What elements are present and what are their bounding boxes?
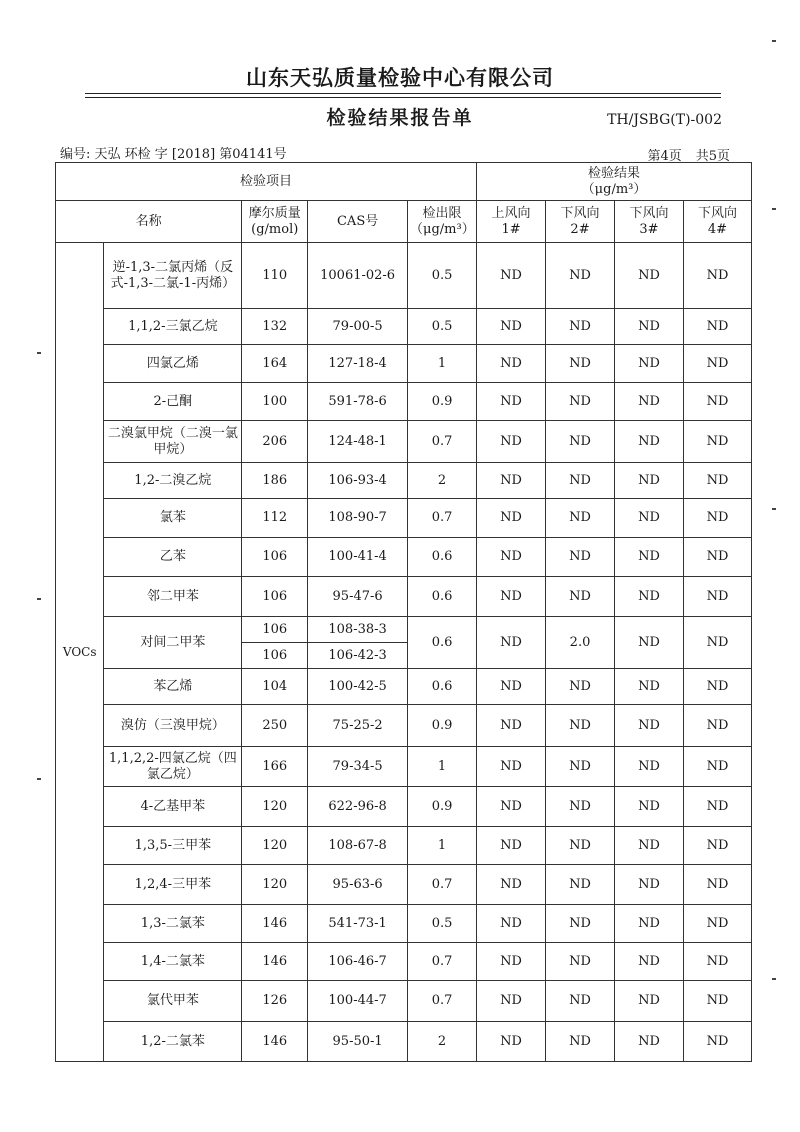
detection-limit: 0.7: [408, 943, 477, 981]
result-site-3: ND: [615, 1022, 684, 1062]
site-direction: 下风向: [629, 205, 669, 221]
compound-name: 1,3-二氯苯: [104, 905, 242, 943]
result-site-4: ND: [683, 617, 751, 669]
header-row-2: [56, 201, 752, 243]
result-site-2: ND: [546, 383, 615, 421]
molar-mass: 146: [242, 905, 308, 943]
cas-number: 79-34-5: [308, 747, 408, 787]
result-site-2: ND: [546, 669, 615, 705]
header-result-unit: （μg/m³）: [581, 181, 647, 197]
result-site-4: ND: [683, 787, 751, 827]
molar-mass: 112: [242, 499, 308, 538]
site-number: 2#: [570, 221, 590, 237]
compound-name: 逆-1,3-二氯丙烯（反式-1,3-二氯-1-丙烯）: [104, 243, 242, 309]
compound-name: 乙苯: [104, 538, 242, 577]
molar-mass: 106: [242, 617, 308, 643]
table-row: [56, 827, 752, 865]
table-row: [56, 669, 752, 705]
result-site-3: ND: [615, 617, 684, 669]
cas-number: 95-63-6: [308, 865, 408, 905]
cas-number: 622-96-8: [308, 787, 408, 827]
detection-limit: 1: [408, 747, 477, 787]
result-site-4: ND: [683, 865, 751, 905]
compound-name: 苯乙烯: [104, 669, 242, 705]
header-molar-mass-label: 摩尔质量: [248, 205, 301, 221]
cas-number: 106-93-4: [308, 463, 408, 499]
result-site-2: ND: [546, 309, 615, 345]
table-row: [56, 383, 752, 421]
scan-mark: [772, 508, 776, 510]
result-site-3: ND: [615, 905, 684, 943]
header-molar-mass: [242, 201, 308, 243]
header-site-4: [683, 201, 751, 243]
header-detection-limit: [408, 201, 477, 243]
result-site-3: ND: [615, 747, 684, 787]
result-site-1: ND: [477, 943, 546, 981]
compound-name: 1,4-二氯苯: [104, 943, 242, 981]
header-molar-mass-unit: (g/mol): [251, 221, 299, 237]
site-direction: 上风向: [491, 205, 531, 221]
table-row: [56, 617, 752, 643]
result-site-2: ND: [546, 827, 615, 865]
page-total: 共5页: [695, 149, 730, 164]
scan-mark: [37, 778, 41, 780]
header-row-1: [56, 163, 752, 201]
result-site-4: ND: [683, 827, 751, 865]
scan-mark: [772, 978, 776, 980]
result-site-3: ND: [615, 943, 684, 981]
result-site-1: ND: [477, 827, 546, 865]
result-site-2: ND: [546, 747, 615, 787]
compound-name: 1,2-二氯苯: [104, 1022, 242, 1062]
cas-number: 95-50-1: [308, 1022, 408, 1062]
result-site-1: ND: [477, 243, 546, 309]
result-site-1: ND: [477, 905, 546, 943]
result-site-4: ND: [683, 905, 751, 943]
results-body: [56, 243, 752, 1062]
detection-limit: 2: [408, 1022, 477, 1062]
table-row: [56, 577, 752, 617]
result-site-3: ND: [615, 421, 684, 463]
molar-mass: 146: [242, 943, 308, 981]
result-site-1: ND: [477, 309, 546, 345]
result-site-3: ND: [615, 243, 684, 309]
result-site-1: ND: [477, 617, 546, 669]
table-row: [56, 865, 752, 905]
table-row: [56, 345, 752, 383]
table-row: [56, 905, 752, 943]
detection-limit: 0.6: [408, 538, 477, 577]
molar-mass: 106: [242, 643, 308, 669]
compound-name: 4-乙基甲苯: [104, 787, 242, 827]
detection-limit: 1: [408, 827, 477, 865]
result-site-1: ND: [477, 463, 546, 499]
result-site-3: ND: [615, 577, 684, 617]
result-site-4: ND: [683, 705, 751, 747]
result-site-1: ND: [477, 747, 546, 787]
compound-name: 1,1,2,2-四氯乙烷（四氯乙烷）: [104, 747, 242, 787]
molar-mass: 250: [242, 705, 308, 747]
molar-mass: 146: [242, 1022, 308, 1062]
table-row: [56, 463, 752, 499]
cas-number: 100-41-4: [308, 538, 408, 577]
result-site-4: ND: [683, 421, 751, 463]
cas-number: 541-73-1: [308, 905, 408, 943]
cas-number: 127-18-4: [308, 345, 408, 383]
cas-number: 75-25-2: [308, 705, 408, 747]
result-site-3: ND: [615, 499, 684, 538]
molar-mass: 126: [242, 981, 308, 1022]
molar-mass: 106: [242, 577, 308, 617]
page-number: 第4页: [647, 149, 682, 164]
result-site-2: ND: [546, 981, 615, 1022]
compound-name: 1,1,2-三氯乙烷: [104, 309, 242, 345]
site-number: 1#: [501, 221, 521, 237]
result-site-4: ND: [683, 463, 751, 499]
compound-name: 2-己酮: [104, 383, 242, 421]
result-site-3: ND: [615, 309, 684, 345]
detection-limit: 2: [408, 463, 477, 499]
detection-limit: 0.9: [408, 383, 477, 421]
header-cas: CAS号: [308, 201, 408, 243]
cas-number: 591-78-6: [308, 383, 408, 421]
result-site-3: ND: [615, 383, 684, 421]
compound-name: 对间二甲苯: [104, 617, 242, 669]
document-title: 检验结果报告单: [326, 107, 474, 129]
detection-limit: 0.9: [408, 705, 477, 747]
compound-name: 邻二甲苯: [104, 577, 242, 617]
result-site-3: ND: [615, 827, 684, 865]
cas-number: 108-90-7: [308, 499, 408, 538]
cas-number: 10061-02-6: [308, 243, 408, 309]
scan-mark: [37, 598, 41, 600]
result-site-3: ND: [615, 538, 684, 577]
result-site-3: ND: [615, 865, 684, 905]
result-site-2: ND: [546, 865, 615, 905]
table-row: [56, 705, 752, 747]
header-name: 名称: [56, 201, 242, 243]
result-site-1: ND: [477, 345, 546, 383]
molar-mass: 104: [242, 669, 308, 705]
table-row: [56, 499, 752, 538]
detection-limit: 0.7: [408, 865, 477, 905]
detection-limit: 0.7: [408, 981, 477, 1022]
result-site-2: ND: [546, 421, 615, 463]
detection-limit: 0.5: [408, 309, 477, 345]
cas-number: 79-00-5: [308, 309, 408, 345]
table-row: [56, 309, 752, 345]
header-site-3: [615, 201, 684, 243]
detection-limit: 0.5: [408, 905, 477, 943]
result-site-2: ND: [546, 905, 615, 943]
result-site-2: ND: [546, 345, 615, 383]
cas-number: 124-48-1: [308, 421, 408, 463]
result-site-4: ND: [683, 747, 751, 787]
compound-name: 溴仿（三溴甲烷）: [104, 705, 242, 747]
molar-mass: 186: [242, 463, 308, 499]
molar-mass: 132: [242, 309, 308, 345]
result-site-2: ND: [546, 243, 615, 309]
header-inspection-result: [477, 163, 752, 201]
compound-name: 四氯乙烯: [104, 345, 242, 383]
result-site-1: ND: [477, 787, 546, 827]
result-site-2: ND: [546, 1022, 615, 1062]
cas-number: 100-44-7: [308, 981, 408, 1022]
molar-mass: 110: [242, 243, 308, 309]
result-site-2: ND: [546, 577, 615, 617]
molar-mass: 106: [242, 538, 308, 577]
detection-limit: 0.7: [408, 421, 477, 463]
compound-name: 1,2,4-三甲苯: [104, 865, 242, 905]
header-result-label: 检验结果: [588, 165, 641, 181]
result-site-4: ND: [683, 943, 751, 981]
scan-mark: [37, 352, 41, 354]
scan-mark: [772, 40, 776, 42]
compound-name: 1,3,5-三甲苯: [104, 827, 242, 865]
site-number: 3#: [639, 221, 659, 237]
detection-limit: 1: [408, 345, 477, 383]
detection-limit: 0.6: [408, 617, 477, 669]
molar-mass: 120: [242, 787, 308, 827]
table-row: [56, 421, 752, 463]
detection-limit: 0.5: [408, 243, 477, 309]
report-number: 编号: 天弘 环检 字 [2018] 第04141号: [60, 147, 287, 162]
header-rule-thin: [85, 97, 721, 98]
result-site-2: ND: [546, 463, 615, 499]
table-row: [56, 981, 752, 1022]
compound-name: 二溴氯甲烷（二溴一氯甲烷）: [104, 421, 242, 463]
detection-limit: 0.6: [408, 669, 477, 705]
header-detection-limit-unit: （μg/m³）: [410, 221, 475, 237]
detection-limit: 0.7: [408, 499, 477, 538]
scan-mark: [772, 208, 776, 210]
result-site-4: ND: [683, 309, 751, 345]
cas-number: 106-42-3: [308, 643, 408, 669]
cas-number: 108-38-3: [308, 617, 408, 643]
header-rule: [85, 93, 721, 94]
molar-mass: 120: [242, 865, 308, 905]
compound-name: 1,2-二溴乙烷: [104, 463, 242, 499]
result-site-2: ND: [546, 943, 615, 981]
result-site-3: ND: [615, 705, 684, 747]
detection-limit: 0.9: [408, 787, 477, 827]
group-label-vocs: VOCs: [56, 243, 104, 1062]
table-row: [56, 787, 752, 827]
molar-mass: 166: [242, 747, 308, 787]
result-site-4: ND: [683, 669, 751, 705]
result-site-4: ND: [683, 577, 751, 617]
header-detection-limit-label: 检出限: [422, 205, 462, 221]
result-site-4: ND: [683, 538, 751, 577]
molar-mass: 164: [242, 345, 308, 383]
header-site-1: [477, 201, 546, 243]
detection-limit: 0.6: [408, 577, 477, 617]
result-site-1: ND: [477, 383, 546, 421]
result-site-1: ND: [477, 499, 546, 538]
molar-mass: 206: [242, 421, 308, 463]
header-site-2: [546, 201, 615, 243]
result-site-1: ND: [477, 421, 546, 463]
result-site-4: ND: [683, 345, 751, 383]
result-site-1: ND: [477, 577, 546, 617]
result-site-3: ND: [615, 463, 684, 499]
header-inspection-item: 检验项目: [56, 163, 477, 201]
result-site-3: ND: [615, 345, 684, 383]
result-site-1: ND: [477, 981, 546, 1022]
result-site-3: ND: [615, 787, 684, 827]
molar-mass: 100: [242, 383, 308, 421]
result-site-1: ND: [477, 538, 546, 577]
result-site-2: ND: [546, 705, 615, 747]
result-site-4: ND: [683, 499, 751, 538]
cas-number: 106-46-7: [308, 943, 408, 981]
compound-name: 氯代甲苯: [104, 981, 242, 1022]
result-site-1: ND: [477, 705, 546, 747]
organization-name: 山东天弘质量检验中心有限公司: [246, 66, 554, 90]
cas-number: 100-42-5: [308, 669, 408, 705]
site-direction: 下风向: [560, 205, 600, 221]
compound-name: 氯苯: [104, 499, 242, 538]
result-site-4: ND: [683, 1022, 751, 1062]
result-site-4: ND: [683, 981, 751, 1022]
table-row: [56, 243, 752, 309]
result-site-3: ND: [615, 669, 684, 705]
cas-number: 108-67-8: [308, 827, 408, 865]
molar-mass: 120: [242, 827, 308, 865]
document-code: TH/JSBG(T)-002: [607, 112, 722, 128]
table-row: [56, 538, 752, 577]
site-number: 4#: [707, 221, 728, 237]
cas-number: 95-47-6: [308, 577, 408, 617]
result-site-2: ND: [546, 787, 615, 827]
result-site-3: ND: [615, 981, 684, 1022]
table-row: [56, 1022, 752, 1062]
result-site-4: ND: [683, 243, 751, 309]
result-site-2: ND: [546, 499, 615, 538]
result-site-1: ND: [477, 865, 546, 905]
result-site-4: ND: [683, 383, 751, 421]
result-site-1: ND: [477, 669, 546, 705]
results-table: [55, 162, 752, 1062]
result-site-2: 2.0: [546, 617, 615, 669]
table-row: [56, 747, 752, 787]
result-site-2: ND: [546, 538, 615, 577]
site-direction: 下风向: [697, 205, 737, 221]
result-site-1: ND: [477, 1022, 546, 1062]
table-row: [56, 943, 752, 981]
